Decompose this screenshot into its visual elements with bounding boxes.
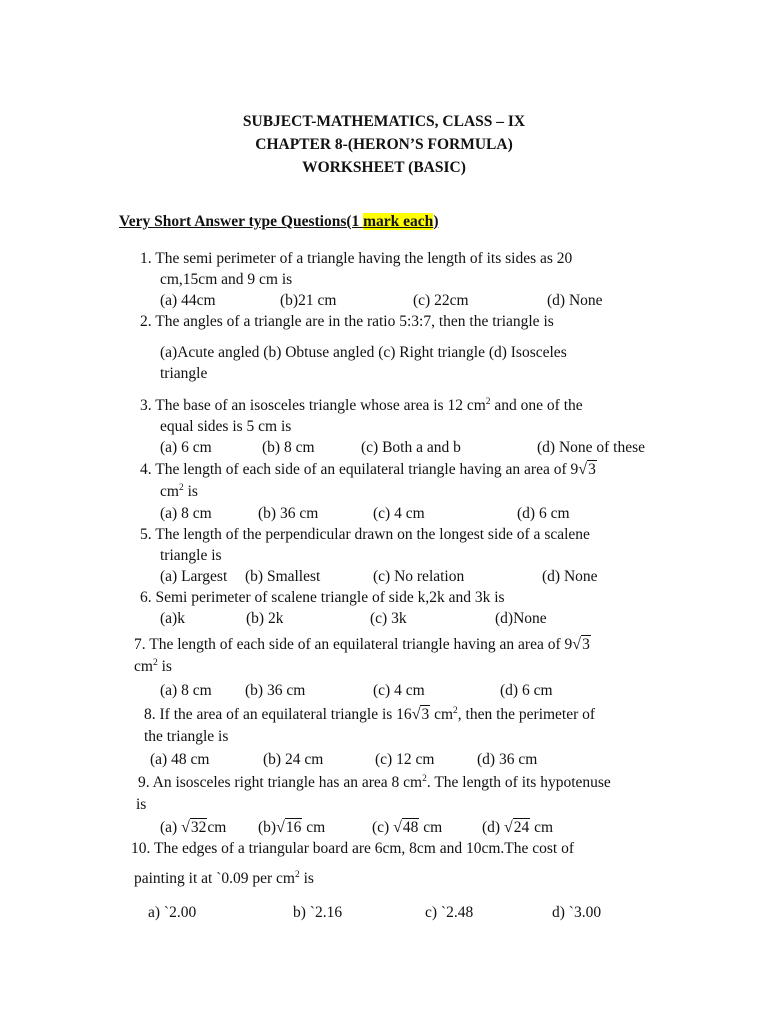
- q4-line1: 4. The length of each side of an equilateral triangle having an area of 9√3: [140, 461, 596, 478]
- q5-line1: 5. The length of the perpendicular drawn on the longest side of a scalene: [140, 526, 590, 543]
- q3-line2: equal sides is 5 cm is: [160, 418, 292, 435]
- q9-option-c: (c) √48 cm: [372, 819, 443, 836]
- q9-line2: is: [136, 796, 147, 813]
- q4-option-d: (d) 6 cm: [517, 505, 570, 522]
- q5-line2: triangle is: [160, 547, 222, 564]
- sqrt-symbol: √16: [276, 819, 302, 836]
- title-worksheet: WORKSHEET (BASIC): [302, 159, 466, 176]
- q7-line2: $cm^2$ is: [134, 658, 172, 675]
- q9-option-b: (b)√16 cm: [258, 819, 326, 836]
- sqrt-symbol: √32: [181, 819, 207, 836]
- q8-option-a: (a) 48 cm: [150, 751, 210, 768]
- q10-line1: 10. The edges of a triangular board are 6cm, 8cm and 10cm.The cost of: [131, 840, 575, 857]
- sqrt-symbol: √3: [578, 461, 596, 478]
- q4-option-a: (a) 8 cm: [160, 505, 212, 522]
- q1-option-b: (b)21 cm: [280, 292, 337, 309]
- q8-option-d: (d) 36 cm: [477, 751, 538, 768]
- q2-line3: triangle: [160, 365, 208, 382]
- q5-option-d: (d) None: [542, 568, 598, 585]
- q7-line1: 7. The length of each side of an equilateral triangle having an area of 9√3: [134, 636, 590, 653]
- q9-option-a: (a) √32cm: [160, 819, 227, 836]
- q6-option-d: (d)None: [495, 610, 547, 627]
- title-chapter: CHAPTER 8-(HERON’S FORMULA): [255, 136, 513, 153]
- q2-options: (a)Acute angled (b) Obtuse angled (c) Right triangle (d) Isosceles: [160, 344, 567, 361]
- title-subject: SUBJECT-MATHEMATICS, CLASS – IX: [242, 113, 526, 130]
- q6-line1: 6. Semi perimeter of scalene triangle of side k,2k and 3k is: [140, 589, 505, 606]
- q7-option-c: (c) 4 cm: [373, 682, 425, 699]
- q6-option-a: (a)k: [160, 610, 185, 627]
- q4-option-c: (c) 4 cm: [373, 505, 425, 522]
- section-heading: Very Short Answer type Questions(1 mark each): [119, 213, 439, 230]
- q3-option-d: (d) None of these: [537, 439, 646, 456]
- q5-option-c: (c) No relation: [373, 568, 465, 585]
- q1-option-c: (c) 22cm: [413, 292, 469, 309]
- q8-line2: the triangle is: [144, 728, 229, 745]
- q8-option-b: (b) 24 cm: [263, 751, 324, 768]
- q7-option-a: (a) 8 cm: [160, 682, 212, 699]
- section-heading-highlight: mark each: [363, 213, 434, 230]
- q1-option-a: (a) 44cm: [160, 292, 216, 309]
- q7-option-b: (b) 36 cm: [245, 682, 306, 699]
- q9-line1: 9. An isosceles right triangle has an area 8 $cm^2$. The length of its hypotenuse: [138, 774, 611, 791]
- q9-option-d: (d) √24 cm: [482, 819, 554, 836]
- q1-option-d: (d) None: [547, 292, 603, 309]
- q7-option-d: (d) 6 cm: [500, 682, 553, 699]
- q10-option-c: c) `2.48: [425, 904, 474, 921]
- q6-option-c: (c) 3k: [370, 610, 407, 627]
- q1-line2: cm,15cm and 9 cm is: [160, 271, 293, 288]
- q4-option-b: (b) 36 cm: [258, 505, 319, 522]
- q10-option-b: b) `2.16: [293, 904, 343, 921]
- q5-option-a: (a) Largest: [160, 568, 228, 585]
- q8-line1: 8. If the area of an equilateral triangle is 16√3 $cm^2$, then the perimeter of: [144, 706, 596, 723]
- q3-option-a: (a) 6 cm: [160, 439, 212, 456]
- sqrt-symbol: √24: [503, 819, 530, 836]
- sqrt-symbol: √3: [411, 706, 430, 723]
- sqrt-symbol: √48: [393, 819, 419, 836]
- q1-line1: 1. The semi perimeter of a triangle having the length of its sides as 20: [140, 250, 573, 267]
- q10-option-d: d) `3.00: [552, 904, 602, 921]
- q4-line2: $cm^2$ is: [160, 483, 198, 500]
- q3-option-b: (b) 8 cm: [262, 439, 315, 456]
- q3-option-c: (c) Both a and b: [361, 439, 461, 456]
- q6-option-b: (b) 2k: [246, 610, 284, 627]
- q10-option-a: a) `2.00: [148, 904, 197, 921]
- q5-option-b: (b) Smallest: [245, 568, 321, 585]
- q8-option-c: (c) 12 cm: [375, 751, 435, 768]
- q2-line1: 2. The angles of a triangle are in the ratio 5:3:7, then the triangle is: [140, 313, 554, 330]
- q3-line1: 3. The base of an isosceles triangle whose area is 12 $cm^2$ and one of the: [140, 397, 583, 414]
- q10-line2: painting it at `0.09 per $cm^2$ is: [134, 870, 314, 887]
- sqrt-symbol: √3: [572, 636, 590, 653]
